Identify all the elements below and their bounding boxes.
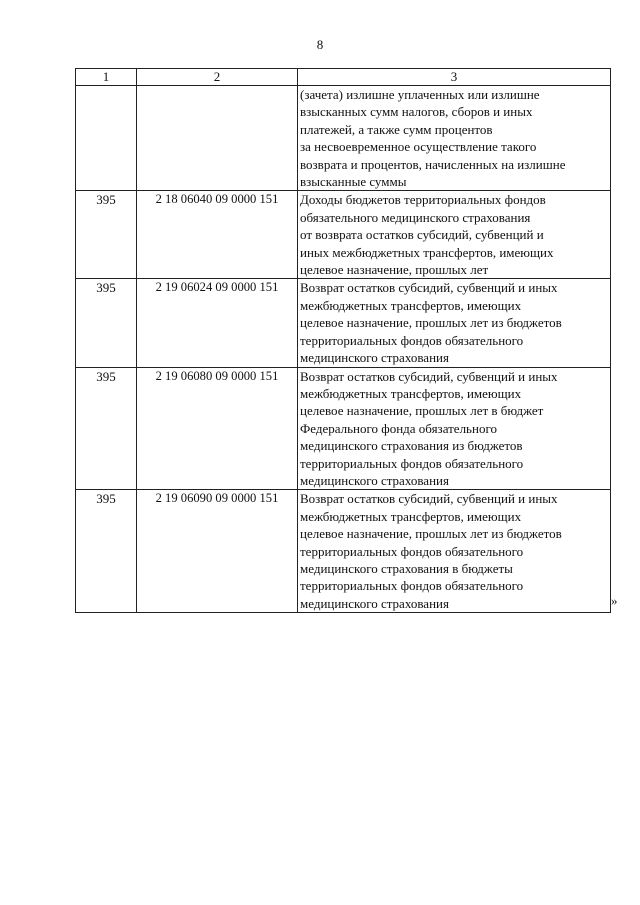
description-line: Возврат остатков субсидий, субвенций и иных [300, 280, 558, 296]
budget-classification-code-cell: 2 19 06090 09 0000 151 [137, 490, 298, 613]
description-line: медицинского страхования в бюджеты [300, 560, 513, 576]
description-line: межбюджетных трансфертов, имеющих [300, 508, 522, 524]
description-line: Доходы бюджетов территориальных фондов [300, 192, 546, 208]
description-cell [298, 490, 611, 613]
table-row [76, 367, 611, 490]
admin-code-cell: 395 [76, 367, 137, 490]
description-line: взысканные суммы [300, 174, 407, 190]
column-header-3: 3 [298, 69, 611, 86]
budget-classification-code-cell [137, 86, 298, 191]
description-line: медицинского страхования [300, 595, 449, 611]
description-line: Возврат остатков субсидий, субвенций и иных [300, 491, 558, 507]
column-header-1: 1 [76, 69, 137, 86]
description-line: территориальных фондов обязательного [300, 455, 524, 471]
description-line: территориальных фондов обязательного [300, 543, 524, 559]
table-header [76, 69, 611, 86]
budget-classification-code-cell: 2 19 06080 09 0000 151 [137, 367, 298, 490]
description-line: целевое назначение, прошлых лет из бюджетов [300, 526, 562, 542]
description-line: целевое назначение, прошлых лет в бюджет [300, 403, 544, 419]
admin-code-cell: 395 [76, 490, 137, 613]
description-line: платежей, а также сумм процентов [300, 121, 493, 137]
description-line: Возврат остатков субсидий, субвенций и иных [300, 368, 558, 384]
description-line: взысканных сумм налогов, сборов и иных [300, 104, 533, 120]
description-line: целевое назначение, прошлых лет [300, 262, 489, 278]
description-cell [298, 279, 611, 367]
header-row [76, 69, 611, 86]
table-row [76, 86, 611, 191]
table-body [76, 86, 611, 613]
description-cell [298, 86, 611, 191]
description-line: Федерального фонда обязательного [300, 420, 497, 436]
admin-code-cell: 395 [76, 279, 137, 367]
table-row [76, 191, 611, 279]
column-header-2: 2 [137, 69, 298, 86]
table-row [76, 490, 611, 613]
description-line: межбюджетных трансфертов, имеющих [300, 297, 522, 313]
description-line: медицинского страхования из бюджетов [300, 438, 523, 454]
description-line: медицинского страхования [300, 350, 449, 366]
description-line: (зачета) излишне уплаченных или излишне [300, 87, 540, 102]
budget-classification-code-cell: 2 19 06024 09 0000 151 [137, 279, 298, 367]
closing-quote: » [611, 593, 618, 608]
description-line: от возврата остатков субсидий, субвенций и [300, 227, 544, 243]
description-cell [298, 367, 611, 490]
description-line: возврата и процентов, начисленных на излишне [300, 156, 566, 172]
table-row [76, 279, 611, 367]
description-line: медицинского страхования [300, 472, 449, 488]
description-line: целевое назначение, прошлых лет из бюджетов [300, 315, 562, 331]
admin-code-cell: 395 [76, 191, 137, 279]
admin-code-cell [76, 86, 137, 191]
description-line: межбюджетных трансфертов, имеющих [300, 385, 522, 401]
description-line: за несвоевременное осуществление такого [300, 139, 537, 155]
page-number: 8 [316, 37, 324, 52]
budget-classification-code-cell: 2 18 06040 09 0000 151 [137, 191, 298, 279]
description-line: иных межбюджетных трансфертов, имеющих [300, 244, 554, 260]
budget-codes-table [75, 68, 611, 613]
description-cell [298, 191, 611, 279]
description-line: территориальных фондов обязательного [300, 578, 524, 594]
description-line: обязательного медицинского страхования [300, 209, 531, 225]
description-line: территориальных фондов обязательного [300, 332, 524, 348]
